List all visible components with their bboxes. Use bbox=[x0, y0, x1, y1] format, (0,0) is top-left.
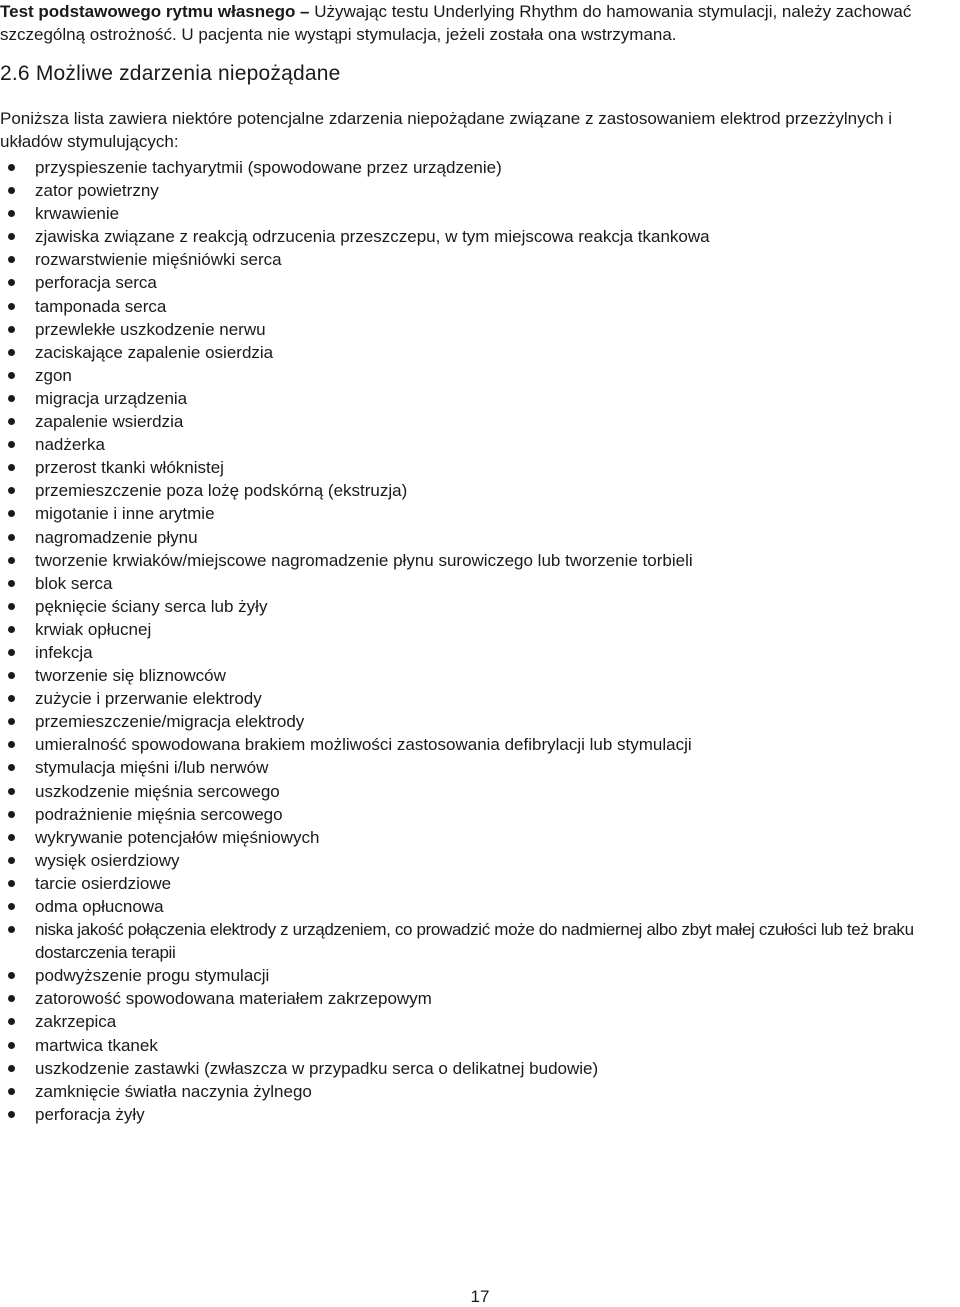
adverse-events-list bbox=[0, 156, 960, 1126]
list-item-text: blok serca bbox=[35, 573, 113, 593]
list-item-text: migracja urządzenia bbox=[35, 388, 188, 408]
list-item bbox=[0, 595, 960, 618]
bullet-icon bbox=[8, 418, 15, 425]
list-item-text: umieralność spowodowana brakiem możliwości zastosowania defibrylacji lub stymulacji bbox=[35, 735, 692, 755]
bullet-icon bbox=[8, 695, 15, 702]
list-item bbox=[0, 364, 960, 387]
list-item-text: tworzenie krwiaków/miejscowe nagromadzenie płynu surowiczego lub tworzenie torbieli bbox=[35, 550, 693, 570]
bullet-icon bbox=[8, 464, 15, 471]
list-item-text: tworzenie się bliznowców bbox=[35, 666, 226, 686]
list-item-text: zużycie i przerwanie elektrody bbox=[35, 689, 262, 709]
list-item bbox=[0, 710, 960, 733]
bullet-icon bbox=[8, 510, 15, 517]
list-item bbox=[0, 687, 960, 710]
list-item bbox=[0, 202, 960, 225]
bullet-icon bbox=[8, 1018, 15, 1025]
list-item bbox=[0, 1057, 960, 1080]
list-item-text: nagromadzenie płynu bbox=[35, 527, 198, 547]
bullet-icon bbox=[8, 279, 15, 286]
list-item-text: zamknięcie światła naczynia żylnego bbox=[35, 1081, 312, 1101]
list-item-text: wykrywanie potencjałów mięśniowych bbox=[35, 827, 320, 847]
list-item-text: odma opłucnowa bbox=[35, 897, 164, 916]
list-item bbox=[0, 225, 960, 248]
list-item bbox=[0, 526, 960, 549]
list-item bbox=[0, 803, 960, 826]
list-item-text: zgon bbox=[35, 365, 72, 385]
bullet-icon bbox=[8, 580, 15, 587]
list-item-text: nadżerka bbox=[35, 435, 105, 455]
intro-bold-lead: Test podstawowego rytmu własnego – bbox=[0, 2, 315, 21]
list-item bbox=[0, 1080, 960, 1103]
list-item bbox=[0, 295, 960, 318]
list-item bbox=[0, 895, 960, 918]
list-item-text: uszkodzenie mięśnia sercowego bbox=[35, 781, 280, 801]
bullet-icon bbox=[8, 534, 15, 541]
section-heading: 2.6 Możliwe zdarzenia niepożądane bbox=[0, 62, 341, 85]
list-item bbox=[0, 618, 960, 641]
bullet-icon bbox=[8, 557, 15, 564]
bullet-icon bbox=[8, 741, 15, 748]
list-item bbox=[0, 1034, 960, 1057]
list-item bbox=[0, 918, 960, 964]
bullet-icon bbox=[8, 303, 15, 310]
list-item-text: pęknięcie ściany serca lub żyły bbox=[35, 596, 268, 616]
list-item-text: perforacja żyły bbox=[35, 1104, 145, 1124]
list-item bbox=[0, 1010, 960, 1033]
bullet-icon bbox=[8, 626, 15, 633]
bullet-icon bbox=[8, 372, 15, 379]
list-item bbox=[0, 641, 960, 664]
list-item-text: uszkodzenie zastawki (zwłaszcza w przypadku serca o delikatnej budowie) bbox=[35, 1058, 599, 1078]
bullet-icon bbox=[8, 164, 15, 171]
page-number: 17 bbox=[470, 1287, 490, 1306]
list-item-text: krwawienie bbox=[35, 204, 120, 224]
list-item-text: zatorowość spowodowana materiałem zakrzepowym bbox=[35, 989, 432, 1009]
bullet-icon bbox=[8, 788, 15, 795]
list-item-text: przemieszczenie/migracja elektrody bbox=[35, 712, 305, 732]
intro-text: Używając testu Underlying Rhythm do hamowania stymulacji, należy zachować szczególną ostrożność. U pacjenta nie wystąpi stymulacja, jeżeli została ona wstrzymana. bbox=[0, 2, 912, 44]
bullet-icon bbox=[8, 1042, 15, 1049]
list-item-text: zator powietrzny bbox=[35, 181, 159, 201]
list-item-text: martwica tkanek bbox=[35, 1035, 158, 1055]
list-item-text: rozwarstwienie mięśniówki serca bbox=[35, 250, 282, 270]
list-item-text: zapalenie wsierdzia bbox=[35, 412, 184, 432]
bullet-icon bbox=[8, 326, 15, 333]
bullet-icon bbox=[8, 233, 15, 240]
list-item-text: przemieszczenie poza lożę podskórną (ekstruzja) bbox=[35, 481, 408, 501]
list-item bbox=[0, 987, 960, 1010]
list-item bbox=[0, 549, 960, 572]
bullet-icon bbox=[8, 672, 15, 679]
bullet-icon bbox=[8, 926, 15, 933]
bullet-icon bbox=[8, 256, 15, 263]
bullet-icon bbox=[8, 349, 15, 356]
bullet-icon bbox=[8, 441, 15, 448]
bullet-icon bbox=[8, 834, 15, 841]
bullet-icon bbox=[8, 903, 15, 910]
list-item-text: zakrzepica bbox=[35, 1012, 117, 1032]
list-item bbox=[0, 410, 960, 433]
bullet-icon bbox=[8, 857, 15, 864]
list-item bbox=[0, 756, 960, 779]
list-item bbox=[0, 248, 960, 271]
bullet-icon bbox=[8, 1088, 15, 1095]
list-item-text: niska jakość połączenia elektrody z urządzeniem, co prowadzić może do nadmiernej albo zbyt małej czułości lub też braku dostarczenia terapii bbox=[35, 920, 914, 963]
list-item bbox=[0, 387, 960, 410]
bullet-icon bbox=[8, 187, 15, 194]
list-item-text: przerost tkanki włóknistej bbox=[35, 458, 224, 478]
bullet-icon bbox=[8, 972, 15, 979]
list-item bbox=[0, 572, 960, 595]
list-item bbox=[0, 271, 960, 294]
list-item bbox=[0, 849, 960, 872]
list-item bbox=[0, 479, 960, 502]
list-item-text: podwyższenie progu stymulacji bbox=[35, 966, 270, 986]
list-item bbox=[0, 318, 960, 341]
list-item bbox=[0, 156, 960, 179]
list-item bbox=[0, 179, 960, 202]
list-item-text: migotanie i inne arytmie bbox=[35, 504, 215, 524]
bullet-icon bbox=[8, 811, 15, 818]
list-item bbox=[0, 502, 960, 525]
bullet-icon bbox=[8, 1065, 15, 1072]
list-item bbox=[0, 456, 960, 479]
list-item-text: perforacja serca bbox=[35, 273, 157, 293]
list-item-text: infekcja bbox=[35, 642, 93, 662]
bullet-icon bbox=[8, 487, 15, 494]
bullet-icon bbox=[8, 880, 15, 887]
list-item bbox=[0, 872, 960, 895]
list-item-text: stymulacja mięśni i/lub nerwów bbox=[35, 758, 269, 778]
list-item bbox=[0, 341, 960, 364]
section-lead-paragraph: Poniższa lista zawiera niektóre potencjalne zdarzenia niepożądane związane z zastosowaniem elektrod przezżylnych i układów stymulujących: bbox=[0, 109, 893, 151]
bullet-icon bbox=[8, 649, 15, 656]
bullet-icon bbox=[8, 1111, 15, 1118]
list-item-text: krwiak opłucnej bbox=[35, 619, 152, 639]
list-item-text: przewlekłe uszkodzenie nerwu bbox=[35, 319, 266, 339]
list-item-text: tamponada serca bbox=[35, 296, 167, 316]
bullet-icon bbox=[8, 603, 15, 610]
bullet-icon bbox=[8, 395, 15, 402]
intro-paragraph bbox=[0, 0, 955, 46]
list-item bbox=[0, 826, 960, 849]
list-item-text: tarcie osierdziowe bbox=[35, 873, 172, 893]
list-item bbox=[0, 433, 960, 456]
bullet-icon bbox=[8, 718, 15, 725]
list-item bbox=[0, 733, 960, 756]
bullet-icon bbox=[8, 764, 15, 771]
list-item bbox=[0, 664, 960, 687]
bullet-icon bbox=[8, 210, 15, 217]
list-item-text: podrażnienie mięśnia sercowego bbox=[35, 804, 283, 824]
list-item-text: zaciskające zapalenie osierdzia bbox=[35, 342, 274, 362]
list-item-text: zjawiska związane z reakcją odrzucenia przeszczepu, w tym miejscowa reakcja tkankowa bbox=[35, 227, 710, 247]
list-item-text: wysięk osierdziowy bbox=[35, 850, 180, 870]
list-item bbox=[0, 964, 960, 987]
list-item bbox=[0, 780, 960, 803]
list-item-text: przyspieszenie tachyarytmii (spowodowane przez urządzenie) bbox=[35, 158, 502, 177]
bullet-icon bbox=[8, 995, 15, 1002]
list-item bbox=[0, 1103, 960, 1126]
